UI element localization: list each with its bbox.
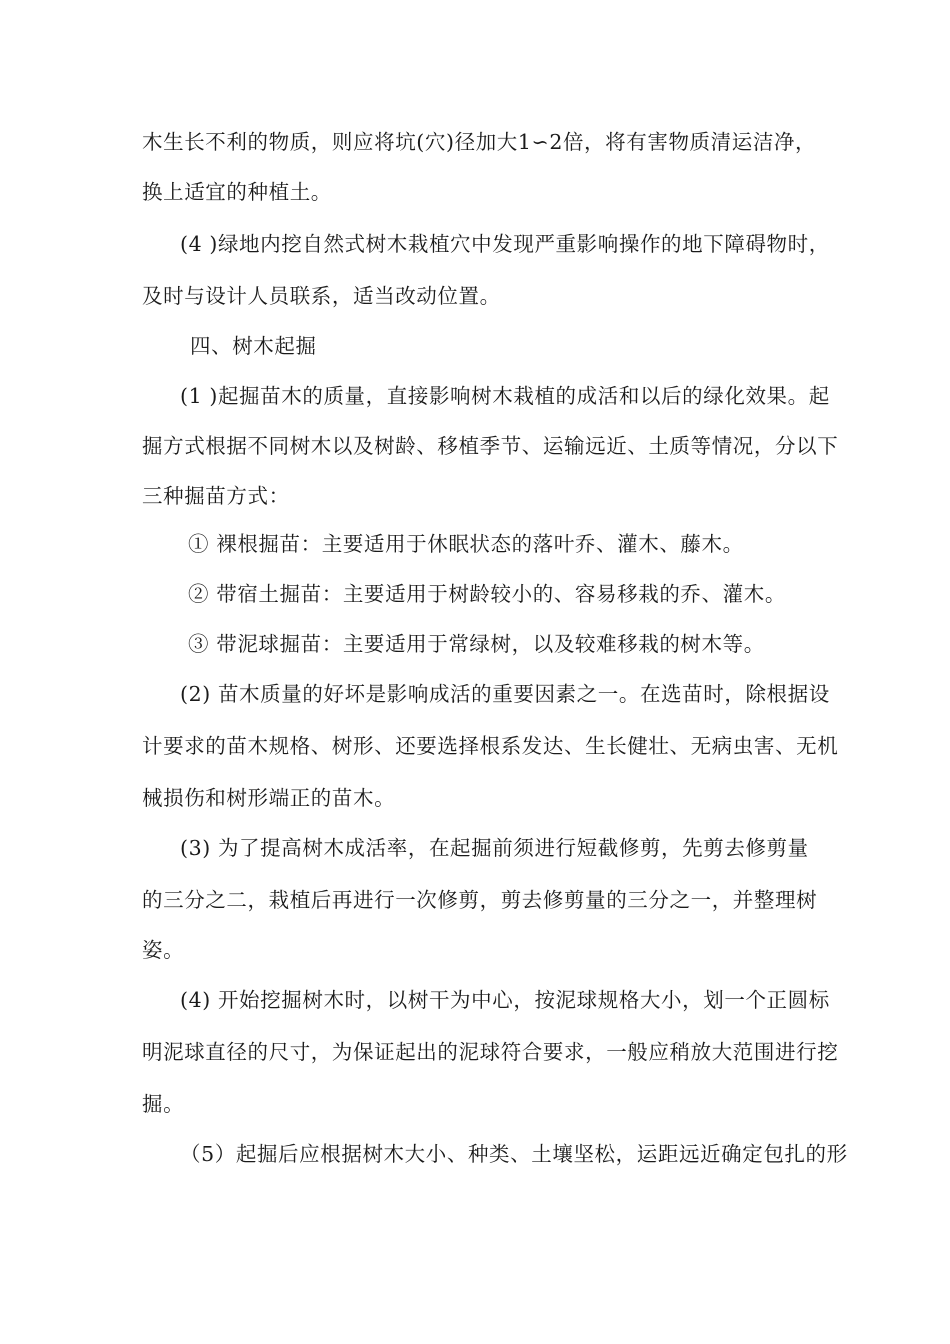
text-line: 的三分之二，栽植后再进行一次修剪，剪去修剪量的三分之一，并整理树 — [142, 888, 818, 912]
list-item: ② 带宿土掘苗：主要适用于树龄较小的、容易移栽的乔、灌木。 — [188, 582, 786, 606]
list-item: ① 裸根掘苗：主要适用于休眠状态的落叶乔、灌木、藤木。 — [188, 532, 744, 556]
text-line: 械损伤和树形端正的苗木。 — [142, 786, 396, 810]
text-line: 掘。 — [142, 1092, 185, 1116]
list-item: ③ 带泥球掘苗：主要适用于常绿树，以及较难移栽的树木等。 — [188, 632, 765, 656]
text-line: (4 )绿地内挖自然式树木栽植穴中发现严重影响操作的地下障碍物时， — [180, 232, 830, 256]
text-line: （5）起掘后应根据树木大小、种类、土壤坚松，运距远近确定包扎的形 — [180, 1142, 848, 1166]
text-line: 明泥球直径的尺寸，为保证起出的泥球符合要求，一般应稍放大范围进行挖 — [142, 1040, 839, 1064]
text-line: (4) 开始挖掘树木时，以树干为中心，按泥球规格大小，划一个正圆标 — [180, 988, 830, 1012]
text-line: (3) 为了提高树木成活率，在起掘前须进行短截修剪，先剪去修剪量 — [180, 836, 809, 860]
text-line: (2) 苗木质量的好坏是影响成活的重要因素之一。在选苗时，除根据设 — [180, 682, 830, 706]
text-line: 木生长不利的物质，则应将坑(穴)径加大1∽2倍，将有害物质清运洁净， — [142, 130, 817, 154]
text-line: 三种掘苗方式： — [142, 484, 290, 508]
text-line: 掘方式根据不同树木以及树龄、移植季节、运输远近、土质等情况，分以下 — [142, 434, 839, 458]
text-line: (1 )起掘苗木的质量，直接影响树木栽植的成活和以后的绿化效果。起 — [180, 384, 830, 408]
text-line: 计要求的苗木规格、树形、还要选择根系发达、生长健壮、无病虫害、无机 — [142, 734, 839, 758]
text-line: 换上适宜的种植土。 — [142, 180, 332, 204]
section-heading: 四、树木起掘 — [190, 334, 317, 358]
text-line: 及时与设计人员联系，适当改动位置。 — [142, 284, 501, 308]
text-line: 姿。 — [142, 938, 185, 962]
